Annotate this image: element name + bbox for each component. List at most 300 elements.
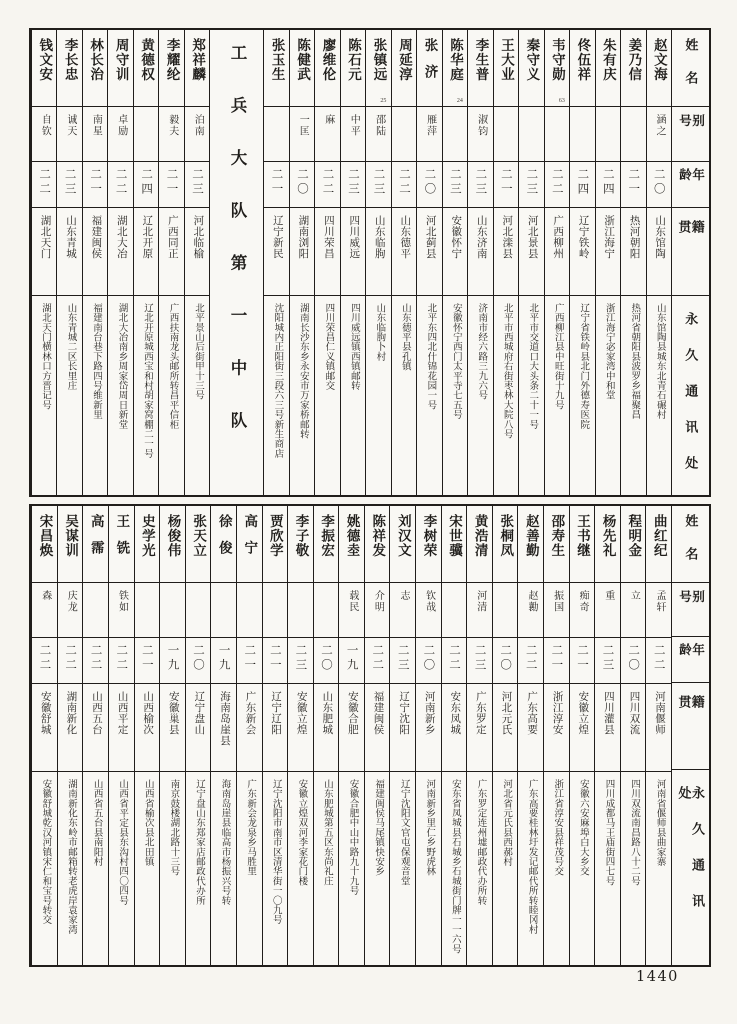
address-cell bbox=[596, 296, 620, 495]
person-name: 佟伍祥 bbox=[575, 38, 591, 82]
alias-cell bbox=[237, 583, 262, 638]
header-address-text: 永久通讯处 bbox=[683, 312, 699, 492]
person-native: 山东青城 bbox=[64, 215, 76, 259]
person-age: 二三 bbox=[448, 168, 461, 197]
person-column bbox=[313, 506, 339, 965]
name-cell bbox=[83, 506, 108, 583]
person-address: 广东罗定连州墟邮政代办所转 bbox=[475, 779, 486, 906]
person-name: 贾欣学 bbox=[267, 514, 283, 558]
person-name: 杨俊伟 bbox=[165, 514, 181, 558]
person-age: 二三 bbox=[191, 168, 204, 197]
person-age: 二一 bbox=[499, 168, 512, 197]
person-name: 张桐凤 bbox=[498, 514, 514, 558]
person-native: 安徽舒城 bbox=[39, 691, 51, 735]
person-name: 李耀纶 bbox=[164, 38, 180, 82]
age-cell bbox=[185, 162, 209, 208]
person-alias: 诚天 bbox=[64, 114, 76, 137]
alias-cell bbox=[468, 107, 492, 162]
person-age: 二一 bbox=[550, 644, 563, 673]
age-cell bbox=[646, 638, 671, 684]
person-alias: 载民 bbox=[346, 590, 358, 613]
person-age: 二二 bbox=[550, 168, 563, 197]
person-name: 张玉生 bbox=[269, 38, 285, 82]
alias-cell bbox=[417, 107, 441, 162]
person-native: 山东馆陶 bbox=[654, 215, 666, 259]
address-cell bbox=[83, 296, 107, 495]
native-cell bbox=[83, 208, 107, 296]
person-alias: 痴奇 bbox=[577, 590, 589, 613]
person-column bbox=[82, 506, 108, 965]
person-column bbox=[569, 30, 594, 495]
alias-cell bbox=[646, 583, 671, 638]
name-cell bbox=[468, 30, 492, 107]
person-native: 安徽巢县 bbox=[167, 691, 179, 735]
person-native: 辽宁沈阳 bbox=[398, 691, 410, 735]
person-native: 辽宁盘山 bbox=[193, 691, 205, 735]
native-cell bbox=[109, 684, 134, 772]
person-name: 吴谋训 bbox=[63, 514, 79, 558]
person-address: 安徽合肥中山中路九十九号 bbox=[347, 779, 358, 896]
person-address: 广东新会龙泉乡马胜里 bbox=[245, 779, 256, 876]
native-cell bbox=[467, 684, 492, 772]
age-cell bbox=[519, 162, 543, 208]
alias-cell bbox=[339, 583, 364, 638]
name-cell bbox=[263, 506, 288, 583]
person-name: 张镇远 bbox=[371, 38, 387, 82]
person-alias: 孟轩 bbox=[653, 590, 665, 613]
person-address: 湖北天门横林口方晋记号 bbox=[40, 303, 51, 410]
address-cell bbox=[595, 772, 620, 965]
age-cell bbox=[108, 162, 132, 208]
name-cell bbox=[83, 30, 107, 107]
person-native: 湖北大冶 bbox=[115, 215, 127, 259]
alias-cell bbox=[519, 107, 543, 162]
native-cell bbox=[32, 208, 56, 296]
person-age: 二一 bbox=[89, 168, 102, 197]
person-age: 一九 bbox=[166, 644, 179, 673]
person-column bbox=[441, 506, 467, 965]
address-cell bbox=[416, 772, 441, 965]
person-alias: 涵之 bbox=[654, 114, 665, 137]
alias-cell bbox=[108, 107, 132, 162]
alias-cell bbox=[365, 583, 390, 638]
age-cell bbox=[545, 162, 569, 208]
alias-cell bbox=[390, 583, 415, 638]
person-name: 杨先礼 bbox=[600, 514, 616, 558]
person-name: 陈健武 bbox=[295, 38, 311, 82]
person-address: 广西柳江县中旺街十九号 bbox=[552, 303, 563, 410]
native-cell bbox=[135, 684, 160, 772]
native-cell bbox=[545, 208, 569, 296]
alias-cell bbox=[109, 583, 134, 638]
person-native: 福建闽侯 bbox=[372, 691, 384, 735]
alias-cell bbox=[621, 107, 645, 162]
address-cell bbox=[365, 772, 390, 965]
person-column bbox=[365, 30, 390, 495]
person-name: 程明金 bbox=[626, 514, 642, 558]
name-cell bbox=[109, 506, 134, 583]
person-address: 广东高要桂林圩发记邮代所转睦冈村 bbox=[526, 779, 537, 935]
person-address: 河北省元氏县西郝村 bbox=[501, 779, 512, 867]
address-cell bbox=[544, 772, 569, 965]
person-column bbox=[108, 506, 134, 965]
person-native: 辽宁新民 bbox=[271, 215, 283, 259]
person-native: 河北临榆 bbox=[192, 215, 204, 259]
address-cell bbox=[570, 772, 595, 965]
person-alias: 钦哉 bbox=[423, 590, 435, 613]
alias-cell bbox=[621, 583, 646, 638]
person-address: 福建南台巷下路四号维新里 bbox=[91, 303, 101, 420]
age-cell bbox=[32, 638, 57, 684]
alias-cell bbox=[595, 583, 620, 638]
address-cell bbox=[468, 296, 492, 495]
person-column bbox=[133, 30, 158, 495]
person-native: 广西柳州 bbox=[552, 215, 564, 259]
address-cell bbox=[264, 296, 288, 495]
person-address: 河南省偃师县曲家寨 bbox=[654, 779, 665, 867]
person-address: 安徽立煌双河李家花门楼 bbox=[296, 779, 307, 886]
person-address: 山西省平定县东沟村四〇四号 bbox=[117, 779, 128, 906]
name-cell bbox=[32, 30, 56, 107]
person-alias: 志 bbox=[398, 590, 410, 602]
alias-cell bbox=[83, 583, 108, 638]
age-cell bbox=[58, 638, 83, 684]
person-alias: 介明 bbox=[372, 590, 384, 613]
footnote-mark: 24 bbox=[456, 98, 463, 104]
person-name: 廖维伦 bbox=[320, 38, 336, 82]
header-name-text: 姓名 bbox=[683, 38, 699, 104]
alias-cell bbox=[160, 583, 185, 638]
address-cell bbox=[366, 296, 390, 495]
age-cell bbox=[83, 162, 107, 208]
name-cell bbox=[545, 30, 569, 107]
person-column bbox=[594, 506, 620, 965]
person-name: 王铣 bbox=[114, 514, 130, 567]
native-cell bbox=[442, 684, 467, 772]
native-cell bbox=[392, 208, 416, 296]
alias-cell bbox=[467, 583, 492, 638]
person-address: 辽宁沈阳市南市区清华街一〇九号 bbox=[270, 779, 281, 925]
person-name: 李子敬 bbox=[293, 514, 309, 558]
name-cell bbox=[467, 506, 492, 583]
age-cell bbox=[596, 162, 620, 208]
alias-cell bbox=[32, 583, 57, 638]
person-alias: 邵陆 bbox=[373, 114, 385, 137]
header-native-label bbox=[672, 683, 709, 770]
age-cell bbox=[570, 638, 595, 684]
alias-cell bbox=[83, 107, 107, 162]
person-column bbox=[159, 506, 185, 965]
person-native: 浙江淳安 bbox=[551, 691, 563, 735]
person-native: 河北滦县 bbox=[501, 215, 513, 259]
age-cell bbox=[621, 638, 646, 684]
name-cell bbox=[237, 506, 262, 583]
person-age: 二〇 bbox=[423, 168, 436, 197]
person-column bbox=[107, 30, 132, 495]
native-cell bbox=[237, 684, 262, 772]
person-column bbox=[364, 506, 390, 965]
age-cell bbox=[135, 638, 160, 684]
person-name: 宋昌焕 bbox=[37, 514, 53, 558]
address-cell bbox=[288, 772, 313, 965]
age-cell bbox=[290, 162, 314, 208]
person-address: 沈阳城内正阳街三段六三号新生商店 bbox=[272, 303, 283, 459]
person-age: 二二 bbox=[114, 168, 127, 197]
person-name: 刘汉文 bbox=[395, 514, 411, 558]
address-cell bbox=[109, 772, 134, 965]
person-age: 二四 bbox=[601, 168, 614, 197]
native-cell bbox=[417, 208, 441, 296]
person-age: 二一 bbox=[243, 644, 256, 673]
name-cell bbox=[544, 506, 569, 583]
native-cell bbox=[159, 208, 183, 296]
age-cell bbox=[237, 638, 262, 684]
person-name: 张济 bbox=[422, 38, 438, 91]
person-address: 北平市交道口大头条二十一号 bbox=[527, 303, 538, 430]
person-column bbox=[442, 30, 467, 495]
person-address: 山东临朐卜村 bbox=[374, 303, 385, 362]
person-name: 李树荣 bbox=[421, 514, 437, 558]
person-native: 浙江海宁 bbox=[603, 215, 615, 259]
name-cell bbox=[134, 30, 158, 107]
person-address: 山东馆陶县城东北青石碾村 bbox=[654, 303, 665, 420]
person-age: 二三 bbox=[346, 168, 359, 197]
person-native: 河南新乡 bbox=[423, 691, 435, 735]
person-native: 安徽立煌 bbox=[295, 691, 307, 735]
name-cell bbox=[160, 506, 185, 583]
age-cell bbox=[186, 638, 211, 684]
person-column bbox=[289, 30, 314, 495]
address-cell bbox=[135, 772, 160, 965]
person-native: 山东临朐 bbox=[373, 215, 385, 259]
person-age: 二二 bbox=[38, 644, 51, 673]
person-name: 李生普 bbox=[473, 38, 489, 82]
name-cell bbox=[392, 30, 416, 107]
address-cell bbox=[493, 772, 518, 965]
name-cell bbox=[264, 30, 288, 107]
age-cell bbox=[494, 162, 518, 208]
name-cell bbox=[315, 30, 339, 107]
person-age: 二一 bbox=[270, 168, 283, 197]
alias-cell bbox=[392, 107, 416, 162]
alias-cell bbox=[32, 107, 56, 162]
person-age: 二二 bbox=[652, 644, 665, 673]
age-cell bbox=[365, 638, 390, 684]
person-native: 四川荣昌 bbox=[322, 215, 334, 259]
person-native: 安徽立煌 bbox=[577, 691, 589, 735]
alias-cell bbox=[290, 107, 314, 162]
person-name: 陈祥发 bbox=[370, 514, 386, 558]
person-alias: 赵勷 bbox=[525, 590, 537, 613]
person-alias: 泊南 bbox=[192, 114, 204, 137]
header-native-text: 籍贯 bbox=[676, 694, 705, 738]
age-cell bbox=[57, 162, 81, 208]
person-age: 二三 bbox=[396, 644, 409, 673]
person-name: 高霈 bbox=[88, 514, 104, 567]
person-address: 山东青城二区长里庄 bbox=[65, 303, 76, 391]
native-cell bbox=[290, 208, 314, 296]
person-name: 黄德权 bbox=[139, 38, 155, 82]
name-cell bbox=[595, 506, 620, 583]
address-cell bbox=[57, 296, 81, 495]
person-address: 河南新乡里仁乡野虎林 bbox=[424, 779, 435, 876]
person-age: 二三 bbox=[473, 644, 486, 673]
native-cell bbox=[315, 208, 339, 296]
person-name: 周守训 bbox=[113, 38, 129, 82]
address-cell bbox=[134, 296, 158, 495]
name-cell bbox=[288, 506, 313, 583]
alias-cell bbox=[315, 107, 339, 162]
person-name: 曲红纪 bbox=[651, 514, 667, 558]
person-name: 高宁 bbox=[242, 514, 258, 567]
person-alias: 麻 bbox=[322, 114, 334, 126]
native-cell bbox=[390, 684, 415, 772]
person-address: 山东肥城第五区东尚礼庄 bbox=[321, 779, 332, 886]
native-cell bbox=[443, 208, 467, 296]
person-address: 安徽舒城乾汉河镇宋仁和宝号转交 bbox=[40, 779, 51, 925]
person-native: 湖北天门 bbox=[39, 215, 51, 259]
person-address: 福建闽侯马尾镇快安乡 bbox=[373, 779, 384, 876]
address-cell bbox=[237, 772, 262, 965]
person-column bbox=[415, 506, 441, 965]
alias-cell bbox=[185, 107, 209, 162]
name-cell bbox=[646, 506, 671, 583]
age-cell bbox=[314, 638, 339, 684]
name-cell bbox=[58, 506, 83, 583]
roster-tables bbox=[29, 28, 711, 967]
person-column bbox=[338, 506, 364, 965]
person-age: 二〇 bbox=[627, 644, 640, 673]
person-column bbox=[518, 30, 543, 495]
person-address: 辽宁省铁岭县北门外德寿医院 bbox=[578, 303, 589, 430]
name-cell bbox=[416, 506, 441, 583]
person-address: 海南岛崖县临高市杨振兴号转 bbox=[219, 779, 230, 906]
header-age-label bbox=[672, 162, 709, 208]
person-address: 湖南新化东岭市邮箱转老虎岸袁家湾 bbox=[65, 779, 76, 935]
person-column bbox=[543, 506, 569, 965]
age-cell bbox=[341, 162, 365, 208]
address-cell bbox=[211, 772, 236, 965]
person-column bbox=[314, 30, 339, 495]
native-cell bbox=[544, 684, 569, 772]
age-cell bbox=[390, 638, 415, 684]
address-cell bbox=[83, 772, 108, 965]
native-cell bbox=[83, 684, 108, 772]
person-name: 史学光 bbox=[139, 514, 155, 558]
age-cell bbox=[315, 162, 339, 208]
age-cell bbox=[417, 162, 441, 208]
header-column bbox=[671, 506, 709, 965]
person-name: 王大业 bbox=[498, 38, 514, 82]
native-cell bbox=[160, 684, 185, 772]
person-address: 广西扶南龙头邮所转昌平信柜 bbox=[167, 303, 178, 430]
roster-table-bottom bbox=[29, 504, 711, 967]
age-cell bbox=[544, 638, 569, 684]
person-name: 邵寿生 bbox=[549, 514, 565, 558]
address-cell bbox=[519, 296, 543, 495]
person-address: 湖北大冶南乡周家岱周日新堂 bbox=[116, 303, 127, 430]
person-address: 热河省朝阳县波罗乡福聚昌 bbox=[629, 303, 640, 420]
person-native: 安徽合肥 bbox=[346, 691, 358, 735]
person-alias: 庆龙 bbox=[65, 590, 77, 613]
address-cell bbox=[545, 296, 569, 495]
person-native: 福建闽侯 bbox=[90, 215, 102, 259]
age-cell bbox=[339, 638, 364, 684]
age-cell bbox=[443, 162, 467, 208]
person-name: 赵善勤 bbox=[523, 514, 539, 558]
person-name: 陈华庭 bbox=[447, 38, 463, 82]
native-cell bbox=[365, 684, 390, 772]
alias-cell bbox=[494, 107, 518, 162]
person-address: 安徽怀宁西门太平寺七五号 bbox=[450, 303, 461, 420]
person-age: 二二 bbox=[89, 644, 102, 673]
age-cell bbox=[211, 638, 236, 684]
person-native: 四川威远 bbox=[348, 215, 360, 259]
alias-cell bbox=[570, 583, 595, 638]
name-cell bbox=[596, 30, 620, 107]
person-name: 宋世骥 bbox=[447, 514, 463, 558]
person-native: 安徽怀宁 bbox=[450, 215, 462, 259]
person-column bbox=[492, 506, 518, 965]
name-cell bbox=[341, 30, 365, 107]
person-address: 山西省榆次县北田镇 bbox=[142, 779, 153, 867]
person-address: 北平景山后街甲十三号 bbox=[192, 303, 203, 400]
person-column bbox=[416, 30, 441, 495]
address-cell bbox=[186, 772, 211, 965]
age-cell bbox=[442, 638, 467, 684]
person-age: 二二 bbox=[321, 168, 334, 197]
header-column bbox=[671, 30, 709, 495]
age-cell bbox=[159, 162, 183, 208]
header-alias-text: 别号 bbox=[677, 589, 705, 614]
native-cell bbox=[416, 684, 441, 772]
person-native: 山东济南 bbox=[475, 215, 487, 259]
person-age: 二二 bbox=[397, 168, 410, 197]
person-age: 二二 bbox=[371, 644, 384, 673]
age-cell bbox=[518, 638, 543, 684]
alias-cell bbox=[57, 107, 81, 162]
native-cell bbox=[646, 684, 671, 772]
native-cell bbox=[211, 684, 236, 772]
person-age: 二三 bbox=[525, 168, 538, 197]
address-cell bbox=[494, 296, 518, 495]
native-cell bbox=[288, 684, 313, 772]
person-age: 二三 bbox=[601, 644, 614, 673]
person-native: 山东肥城 bbox=[321, 691, 333, 735]
person-name: 黄浩清 bbox=[472, 514, 488, 558]
native-cell bbox=[596, 208, 620, 296]
person-address: 北平市西城府右街枣林大院八号 bbox=[501, 303, 512, 439]
person-native: 山西榆次 bbox=[142, 691, 154, 735]
person-alias: 立 bbox=[628, 590, 640, 602]
person-age: 二一 bbox=[268, 644, 281, 673]
footnote-mark: 63 bbox=[558, 98, 565, 104]
person-alias: 铁如 bbox=[116, 590, 128, 613]
name-cell bbox=[417, 30, 441, 107]
name-cell bbox=[442, 506, 467, 583]
address-cell bbox=[518, 772, 543, 965]
age-cell bbox=[468, 162, 492, 208]
address-cell bbox=[315, 296, 339, 495]
person-native: 广东新会 bbox=[244, 691, 256, 735]
person-alias: 振国 bbox=[551, 590, 563, 613]
person-native: 四川灌县 bbox=[602, 691, 614, 735]
person-age: 二二 bbox=[115, 644, 128, 673]
person-column bbox=[646, 30, 671, 495]
age-cell bbox=[595, 638, 620, 684]
person-alias: 南星 bbox=[90, 114, 102, 137]
native-cell bbox=[570, 684, 595, 772]
